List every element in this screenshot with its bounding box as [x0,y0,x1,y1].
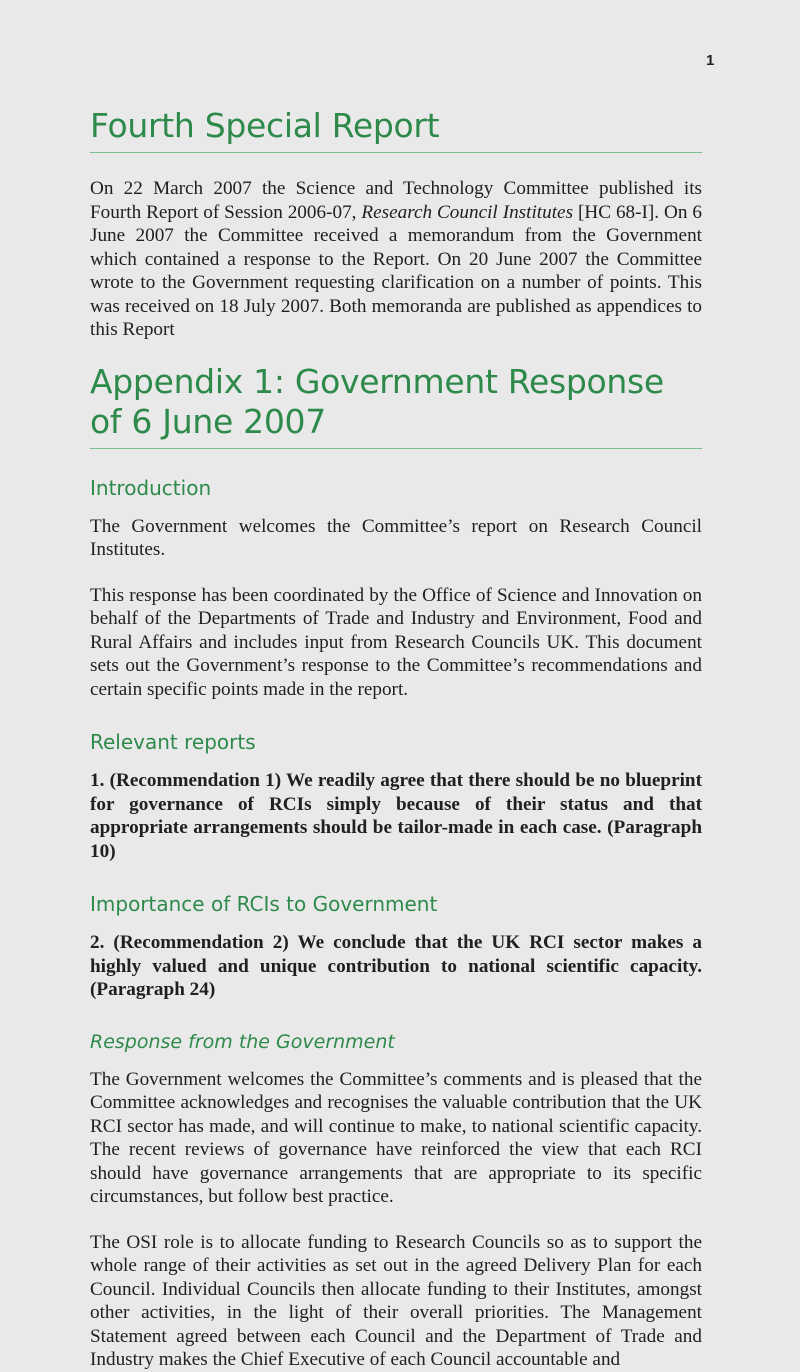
introduction-heading: Introduction [90,475,212,500]
intro-text-start: On 22 March 2007 the Science and Technology Committee published its Fourth Report of Session 2006-07, [90,178,702,223]
response-paragraph-2: The OSI role is to allocate funding to Research Councils so as to support the whole range of their activities as set out in the agreed Delivery Plan for each Council. Individual Councils then allocate funding to their Institutes, amongst other activities, in the light of their overall priorities. The Management Statement agreed between each Council and the Department of Trade and Industry makes the Chief Executive of each Council accountable and [90,1231,702,1370]
report-title: Fourth Special Report [90,106,440,145]
page-number: 1 [706,52,715,69]
response-heading: Response from the Government [90,1030,395,1053]
report-name-italic: Research Council Institutes [361,201,574,223]
recommendation-1: 1. (Recommendation 1) We readily agree that there should be no blueprint for governance of RCIs simply because of their status and that appropriate arrangements should be tailor-made in each case. (Paragraph 10) [90,770,702,862]
introduction-paragraph-2: This response has been coordinated by the Office of Science and Innovation on behalf of the Departments of Trade and Industry and Environment, Food and Rural Affairs and includes input from Research Councils UK. This document sets out the Government’s response to the Committee’s recommendations and certain specific points made in the report. [90,584,702,700]
relevant-reports-heading: Relevant reports [90,730,256,754]
document-body [90,100,702,1372]
intro-paragraph [90,177,702,342]
importance-heading: Importance of RCIs to Government [90,892,438,916]
recommendation-2: 2. (Recommendation 2) We conclude that the UK RCI sector makes a highly valued and unique contribution to national scientific capacity. (Paragraph 24) [90,932,702,1000]
introduction-paragraph-1: The Government welcomes the Committee’s report on Research Council Institutes. [90,515,702,560]
appendix-title: Appendix 1: Government Response of 6 June 2007 [90,361,664,441]
response-paragraph-1: The Government welcomes the Committee’s comments and is pleased that the Committee acknowledges and recognises the valuable contribution that the UK RCI sector has made, and will continue to make, to national scientific capacity. The recent reviews of governance have reinforced the view that each RCI should have governance arrangements that are appropriate to its specific circumstances, but follow best practice. [90,1068,702,1207]
intro-text-end: [HC 68-I]. On 6 June 2007 the Committee received a memorandum from the Government which contained a response to the Report. On 20 June 2007 the Committee wrote to the Government requesting clarification on a number of points. This was received on 18 July 2007. Both memoranda are published as appendices to this Report [90,201,702,340]
